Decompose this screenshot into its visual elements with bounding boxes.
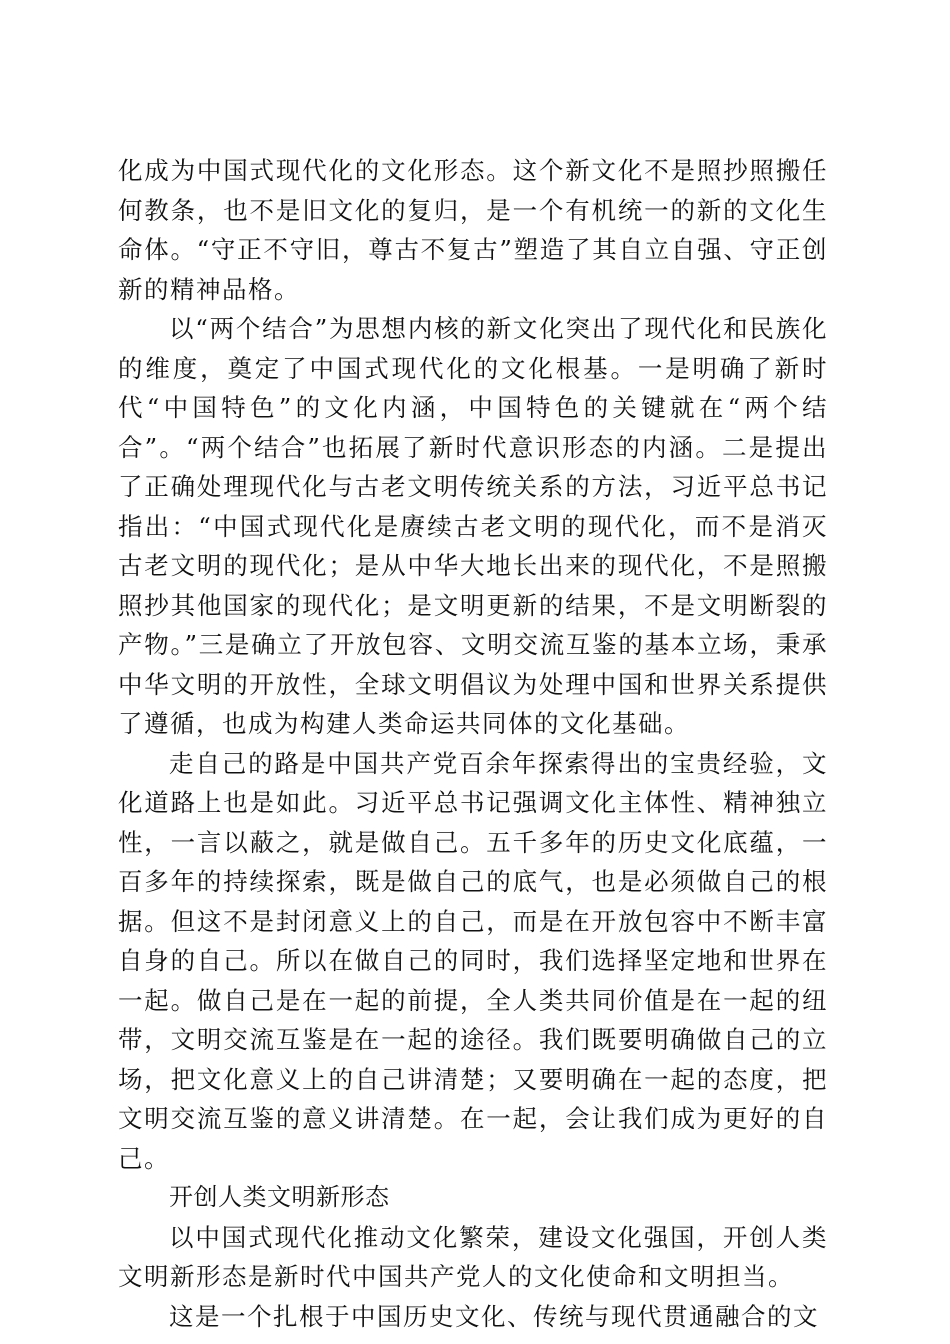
paragraph-cultural-mission: 以中国式现代化推动文化繁荣，建设文化强国，开创人类文明新形态是新时代中国共产党人的文化使命和文明担当。 xyxy=(118,1222,828,1291)
paragraph-rooted-history: 这是一个扎根于中国历史文化、传统与现代贯通融合的文 xyxy=(169,1301,819,1331)
document-page xyxy=(118,151,828,1336)
paragraph-two-combinations: 以“两个结合”为思想内核的新文化突出了现代化和民族化的维度，奠定了中国式现代化的文化根基。一是明确了新时代“中国特色”的文化内涵，中国特色的关键就在“两个结合”。“两个结合”也拓展了新时代意识形态的内涵。二是提出了正确处理现代化与古老文明传统关系的方法，习近平总书记指出：“中国式现代化是赓续古老文明的现代化，而不是消灭古老文明的现代化；是从中华大地长出来的现代化，不是照搬照抄其他国家的现代化；是文明更新的结果，不是文明断裂的产物。”三是确立了开放包容、文明交流互鉴的基本立场，秉承中华文明的开放性，全球文明倡议为处理中国和世界关系提供了遵循，也成为构建人类命运共同体的文化基础。 xyxy=(118,314,828,738)
section-heading: 开创人类文明新形态 xyxy=(169,1183,390,1211)
paragraph-continuation: 化成为中国式现代化的文化形态。这个新文化不是照抄照搬任何教条，也不是旧文化的复归，是一个有机统一的新的文化生命体。“守正不守旧，尊古不复古”塑造了其自立自强、守正创新的精神品格。 xyxy=(118,156,828,304)
paragraph-own-path: 走自己的路是中国共产党百余年探索得出的宝贵经验，文化道路上也是如此。习近平总书记强调文化主体性、精神独立性，一言以蔽之，就是做自己。五千多年的历史文化底蕴，一百多年的持续探索，既是做自己的底气，也是必须做自己的根据。但这不是封闭意义上的自己，而是在开放包容中不断丰富自身的自己。所以在做自己的同时，我们选择坚定地和世界在一起。做自己是在一起的前提，全人类共同价值是在一起的纽带，文明交流互鉴是在一起的途径。我们既要明确做自己的立场，把文化意义上的自己讲清楚；又要明确在一起的态度，把文明交流互鉴的意义讲清楚。在一起，会让我们成为更好的自己。 xyxy=(118,748,828,1173)
